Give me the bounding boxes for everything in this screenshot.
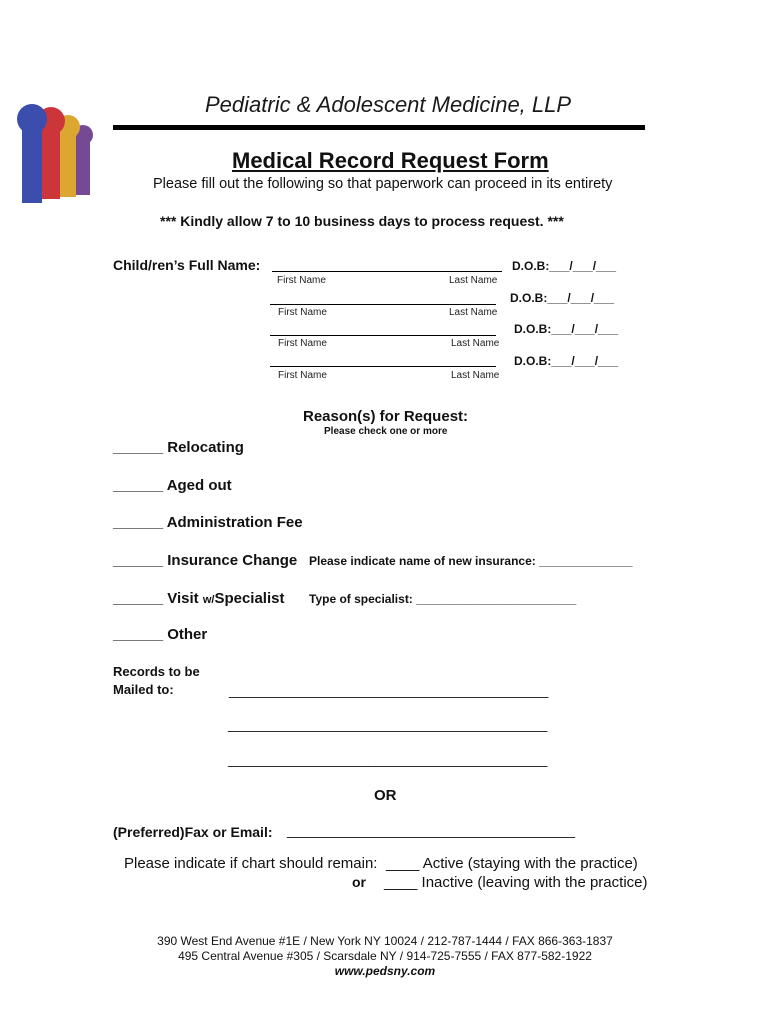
dob-field[interactable]: D.O.B:___/___/___ [514,322,619,336]
form-title: Medical Record Request Form [232,148,549,173]
header-rule [113,125,645,130]
chart-or-text: or [352,874,366,890]
practice-name: Pediatric & Adolescent Medicine, LLP [205,92,572,117]
practice-logo [16,97,116,207]
child-name-field[interactable] [272,257,502,272]
checkbox-blank[interactable]: ______ [113,439,164,456]
or-divider: OR [374,787,397,804]
last-name-caption: Last Name [451,338,500,349]
child-name-field[interactable] [270,321,496,336]
first-name-caption: First Name [278,338,327,349]
dob-field[interactable]: D.O.B:___/___/___ [510,291,615,305]
last-name-caption: Last Name [451,370,500,381]
fax-email-field[interactable]: _____________________________________ [287,822,576,838]
checkbox-blank[interactable]: ______ [113,590,164,607]
children-name-label: Child/ren’s Full Name: [113,257,261,273]
reason-aged-out[interactable]: ______ Aged out [113,477,232,494]
reason-insurance-change[interactable]: ______ Insurance Change [113,552,298,569]
reason-visit-specialist[interactable]: ______ Visit w/Specialist [113,590,285,607]
reason-administration-fee[interactable]: ______ Administration Fee [113,514,303,531]
mailing-label-line2: Mailed to: [113,682,174,697]
fax-email-label: (Preferred)Fax or Email: [113,824,273,840]
child-name-field[interactable] [270,352,496,367]
reasons-subheading: Please check one or more [324,426,448,437]
mailing-address-line[interactable]: _________________________________________ [228,751,548,767]
chart-inactive-option[interactable]: ____ Inactive (leaving with the practice) [384,874,648,891]
dob-field[interactable]: D.O.B:___/___/___ [514,354,619,368]
processing-notice: *** Kindly allow 7 to 10 business days to process request. *** [160,213,564,229]
footer-address-2: 495 Central Avenue #305 / Scarsdale NY / 914-725-7555 / FAX 877-582-1922 [178,949,592,963]
first-name-caption: First Name [278,307,327,318]
specialist-type-field[interactable]: Type of specialist: ________________________ [309,592,577,606]
last-name-caption: Last Name [449,275,498,286]
first-name-caption: First Name [278,370,327,381]
checkbox-blank[interactable]: ______ [113,626,164,643]
mailing-label-line1: Records to be [113,664,200,679]
reason-other[interactable]: ______ Other [113,626,208,643]
checkbox-blank[interactable]: ______ [113,552,164,569]
chart-status-prompt: Please indicate if chart should remain: [124,855,378,872]
reasons-heading: Reason(s) for Request: [303,408,469,425]
checkbox-blank[interactable]: ______ [113,477,164,494]
reason-relocating[interactable]: ______ Relocating [113,439,244,456]
footer-address-1: 390 West End Avenue #1E / New York NY 10024 / 212-787-1444 / FAX 866-363-1837 [157,934,613,948]
last-name-caption: Last Name [449,307,498,318]
child-name-field[interactable] [270,290,496,305]
chart-active-option[interactable]: ____ Active (staying with the practice) [386,855,638,872]
form-intro: Please fill out the following so that paperwork can proceed in its entirety [153,176,613,192]
mailing-address-line[interactable]: _________________________________________ [229,682,549,698]
mailing-address-line[interactable]: _________________________________________ [228,716,548,732]
first-name-caption: First Name [277,275,326,286]
new-insurance-field[interactable]: Please indicate name of new insurance: ______________ [309,554,633,568]
checkbox-blank[interactable]: ______ [113,514,164,531]
child-name-row [270,352,496,372]
child-name-row [272,257,502,277]
footer-website[interactable]: www.pedsny.com [334,964,436,978]
dob-field[interactable]: D.O.B:___/___/___ [512,259,617,273]
